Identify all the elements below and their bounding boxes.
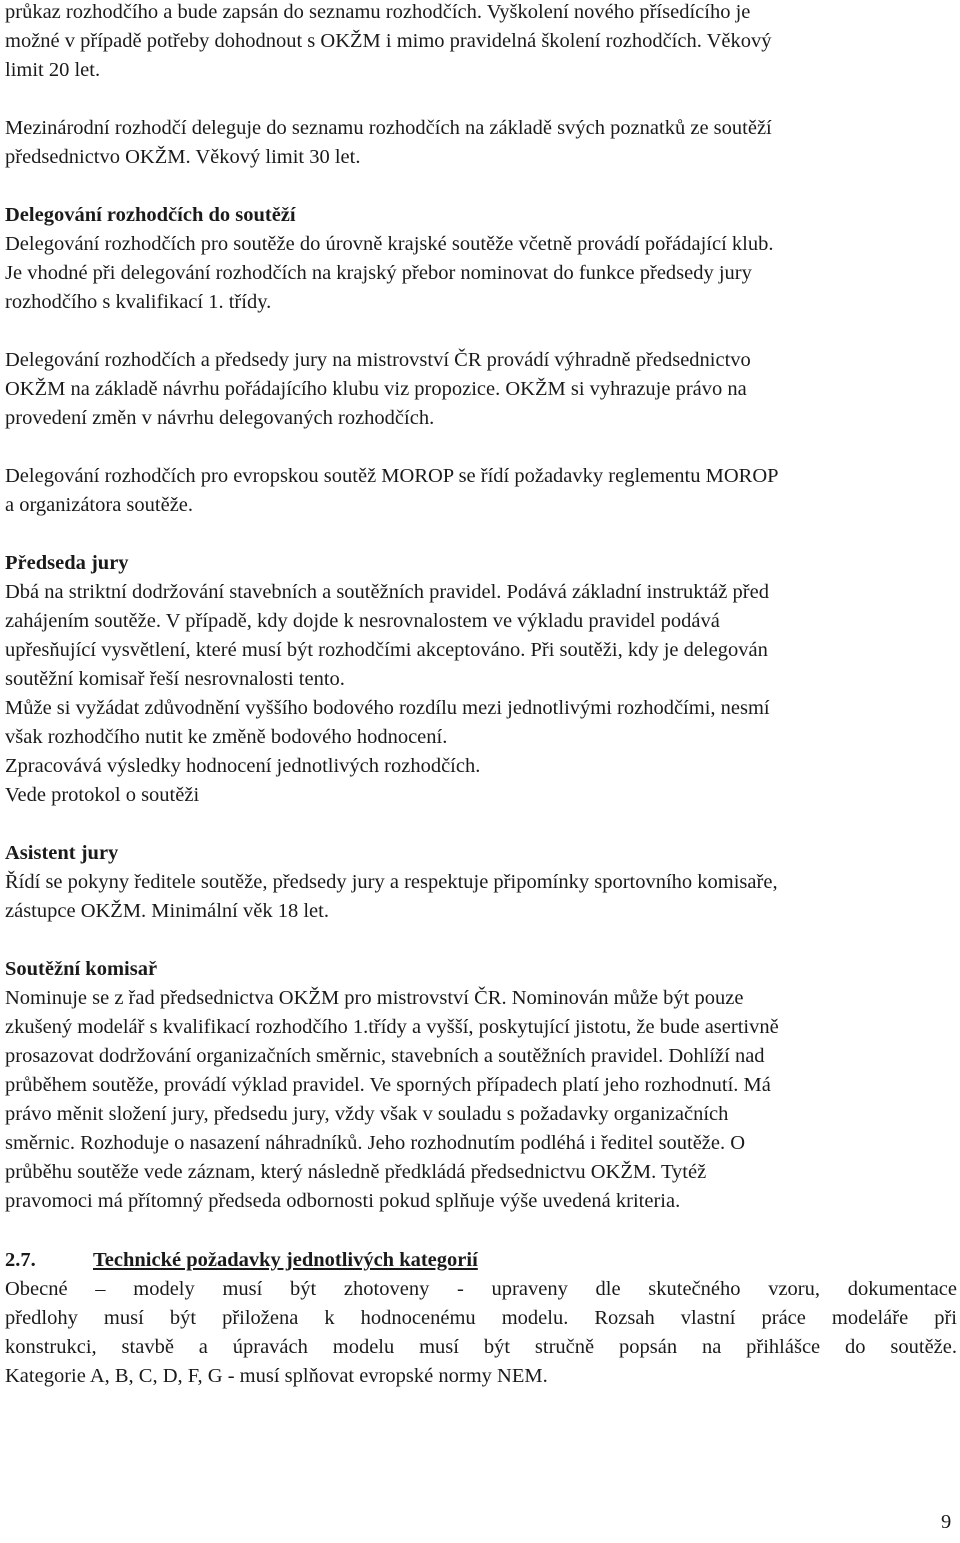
text-line: OKŽM na základě návrhu pořádajícího klubu viz propozice. OKŽM si vyhrazuje právo na xyxy=(5,378,747,400)
section-heading-commissioner: Soutěžní komisař xyxy=(5,958,158,980)
text-line: průběhu soutěže vede záznam, který následně předkládá předsednictvu OKŽM. Tytéž xyxy=(5,1161,707,1183)
text-line: Delegování rozhodčích pro soutěže do úrovně krajské soutěže včetně provádí pořádající klub. xyxy=(5,233,774,255)
text-line: Nominuje se z řad předsednictva OKŽM pro mistrovství ČR. Nominován může být pouze xyxy=(5,987,744,1009)
text-line: směrnic. Rozhoduje o nasazení náhradníků. Jeho rozhodnutím podléhá i ředitel soutěže. O xyxy=(5,1132,746,1154)
text-line: rozhodčího s kvalifikací 1. třídy. xyxy=(5,291,272,313)
text-line: upřesňující vysvětlení, které musí být rozhodčími akceptováno. Při soutěži, kdy je delegován xyxy=(5,639,768,661)
text-line: Delegování rozhodčích pro evropskou soutěž MOROP se řídí požadavky reglementu MOROP xyxy=(5,465,779,487)
text-line: a organizátora soutěže. xyxy=(5,494,194,516)
text-line: předlohy musí být přiložena k hodnocenému modelu. Rozsah vlastní práce modeláře při xyxy=(5,1307,957,1329)
section-title: Technické požadavky jednotlivých kategorií xyxy=(93,1249,478,1271)
text-line: právo měnit složení jury, předsedu jury, vždy však v souladu s požadavky organizačních xyxy=(5,1103,729,1125)
section-heading-jury-assistant: Asistent jury xyxy=(5,842,119,864)
text-line: prosazovat dodržování organizačních směrnic, stavebních a soutěžních pravidel. Dohlíží nad xyxy=(5,1045,765,1067)
text-line: zástupce OKŽM. Minimální věk 18 let. xyxy=(5,900,329,922)
text-line: však rozhodčího nutit ke změně bodového hodnocení. xyxy=(5,726,448,748)
text-line: zahájením soutěže. V případě, kdy dojde k nesrovnalostem ve výkladu pravidel podává xyxy=(5,610,720,632)
text-line: Mezinárodní rozhodčí deleguje do seznamu rozhodčích na základě svých poznatků ze soutěží xyxy=(5,117,772,139)
text-line: Kategorie A, B, C, D, F, G - musí splňovat evropské normy NEM. xyxy=(5,1365,548,1387)
text-line: zkušený modelář s kvalifikací rozhodčího 1.třídy a vyšší, poskytující jistotu, že bude asertivně xyxy=(5,1016,779,1038)
section-heading-delegation: Delegování rozhodčích do soutěží xyxy=(5,204,296,226)
text-line: pravomoci má přítomný předseda odbornosti pokud splňuje výše uvedená kriteria. xyxy=(5,1190,681,1212)
text-line: předsednictvo OKŽM. Věkový limit 30 let. xyxy=(5,146,361,168)
text-line: konstrukci, stavbě a úpravách modelu musí být stručně popsán na přihlášce do soutěže. xyxy=(5,1336,957,1358)
text-line: soutěžní komisař řeší nesrovnalosti tento. xyxy=(5,668,345,690)
text-line: Může si vyžádat zdůvodnění vyššího bodového rozdílu mezi jednotlivými rozhodčími, nesmí xyxy=(5,697,770,719)
text-line: Obecné – modely musí být zhotoveny - upraveny dle skutečného vzoru, dokumentace xyxy=(5,1278,957,1300)
text-line: průkaz rozhodčího a bude zapsán do seznamu rozhodčích. Vyškolení nového přísedícího je xyxy=(5,1,751,23)
text-line: provedení změn v návrhu delegovaných rozhodčích. xyxy=(5,407,435,429)
page-number: 9 xyxy=(941,1511,952,1533)
section-heading-jury-chair: Předseda jury xyxy=(5,552,129,574)
section-number: 2.7. xyxy=(5,1249,36,1271)
text-line: Delegování rozhodčích a předsedy jury na mistrovství ČR provádí výhradně předsednictvo xyxy=(5,349,751,371)
text-line: limit 20 let. xyxy=(5,59,101,81)
text-line: Řídí se pokyny ředitele soutěže, předsedy jury a respektuje připomínky sportovního komisaře, xyxy=(5,871,778,893)
text-line: možné v případě potřeby dohodnout s OKŽM i mimo pravidelná školení rozhodčích. Věkový xyxy=(5,30,772,52)
text-line: Je vhodné při delegování rozhodčích na krajský přebor nominovat do funkce předsedy jury xyxy=(5,262,752,284)
text-line: průběhem soutěže, provádí výklad pravidel. Ve sporných případech platí jeho rozhodnutí. Má xyxy=(5,1074,771,1096)
text-line: Vede protokol o soutěži xyxy=(5,784,200,806)
text-line: Zpracovává výsledky hodnocení jednotlivých rozhodčích. xyxy=(5,755,481,777)
text-line: Dbá na striktní dodržování stavebních a soutěžních pravidel. Podává základní instruktáž před xyxy=(5,581,769,603)
